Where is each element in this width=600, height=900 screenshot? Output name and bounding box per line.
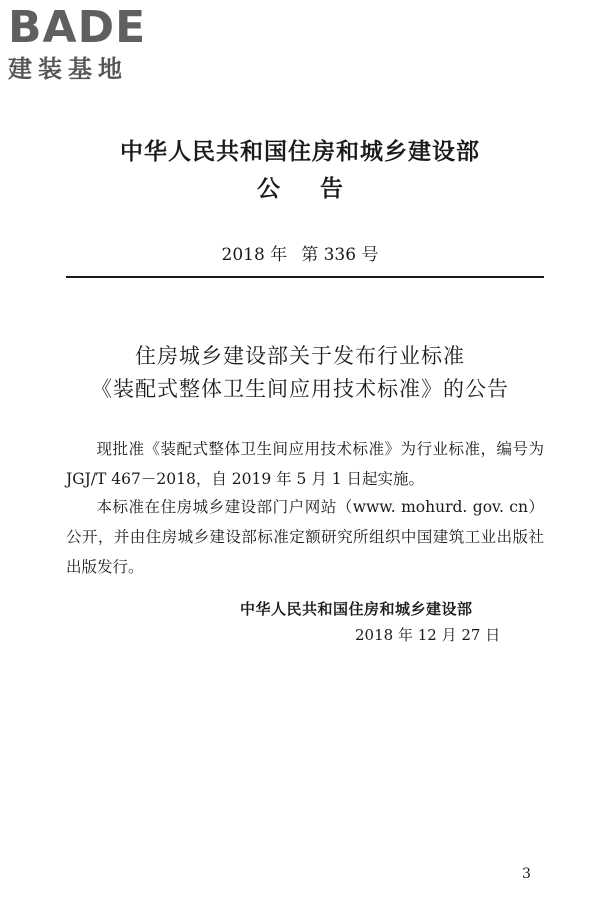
- bade-logo: [8, 4, 178, 84]
- body-paragraph-1: [66, 434, 544, 494]
- notice-char-2: 告: [320, 175, 343, 202]
- notice-heading: [0, 170, 600, 203]
- notice-char-1: 公: [257, 175, 280, 202]
- notice-title-line-1: 住房城乡建设部关于发布行业标准: [135, 344, 465, 368]
- document-number: [0, 240, 600, 265]
- page-number: 3: [522, 866, 531, 882]
- signature-organization: 中华人民共和国住房和城乡建设部: [240, 600, 473, 618]
- issuing-ministry: 中华人民共和国住房和城乡建设部: [120, 138, 480, 165]
- body-paragraph-2-text: 本标准在住房城乡建设部门户网站（www. mohurd. gov. cn）公开，并由住房城乡建设部标准定额研究所组织中国建筑工业出版社出版发行。: [66, 498, 544, 576]
- document-no: 第 336 号: [301, 245, 379, 265]
- logo-wordmark: BADE: [8, 2, 147, 53]
- document-year: 2018 年: [221, 245, 288, 265]
- signature-date: 2018 年 12 月 27 日: [355, 626, 501, 644]
- logo-subtitle: 建装基地: [8, 55, 128, 83]
- body-paragraph-2: [66, 492, 544, 582]
- header-divider: [66, 276, 544, 278]
- body-paragraph-1-text: 现批准《装配式整体卫生间应用技术标准》为行业标准，编号为 JGJ/T 467－2018，自 2019 年 5 月 1 日起实施。: [66, 440, 544, 488]
- notice-title-line-2: 《装配式整体卫生间应用技术标准》的公告: [91, 377, 509, 401]
